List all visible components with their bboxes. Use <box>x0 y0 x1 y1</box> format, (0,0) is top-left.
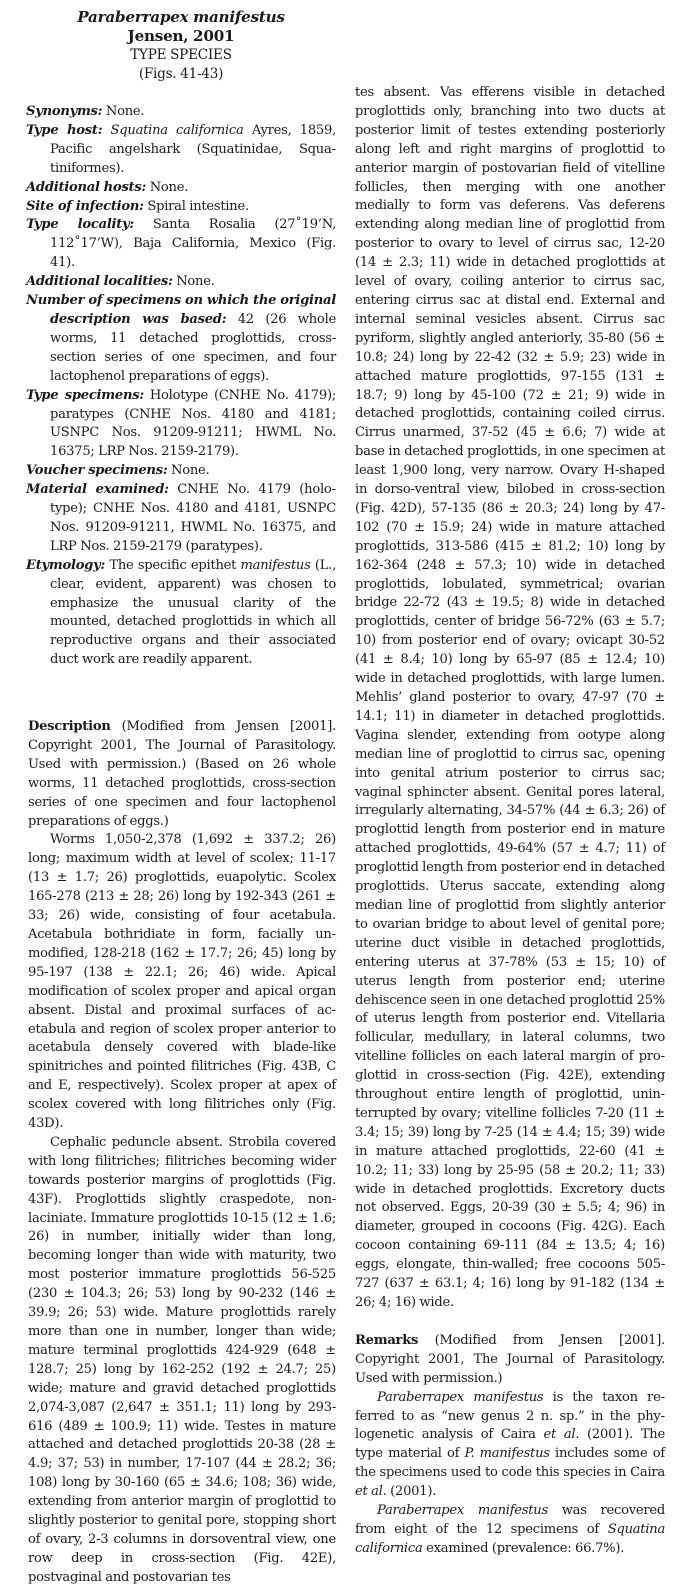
taxonomic-entries <box>26 103 336 670</box>
entry-etymology: Etymology: The specific epithet manifestus (L., clear, evident, apparent) was chosen to emphasize the unusual clarity of the mounted, detached proglottids in which all reproductive organs and their associated duct work are readily apparent. <box>26 557 336 668</box>
entry-additional-hosts: Additional hosts: None. <box>26 179 189 195</box>
entry-material-examined: Material examined: CNHE No. 4179 (holotype); CNHE Nos. 4180 and 4181, USNPC Nos. 91209-91211, HWML No. 16375, and LRP Nos. 2159-2179 (paratypes). <box>26 482 336 554</box>
entry-synonyms: Synonyms: None. <box>26 104 145 119</box>
entry-type-locality: Type locality: Santa Rosalia (27˚19’N, 112˚17’W), Baja California, Mexico (Fig. 41). <box>26 217 336 271</box>
remarks-heading: Remarks <box>355 1332 419 1348</box>
figure-reference: (Figs. 41-43) <box>138 66 224 82</box>
description-paragraph-2: Cephalic peduncle absent. Strobila covered with long filitriches; filitriches becoming wider towards posterior margins of proglottids (Fig. 43F). Proglottids slightly craspedote, non-laciniate. Immature proglottids 10-15 (12 ± 1.6; 26) in number, initially wider than long, becoming longer than wide with maturity, two most posterior immature proglottids 56-525 (230 ± 104.3; 26; 53) long by 90-232 (146 ± 39.9; 26; 53) wide. Mature proglottids rarely more than one in number, longer than wide; mature terminal proglottids 424-929 (648 ± 128.7; 25) long by 162-252 (192 ± 24.7; 25) wide; mature and gravid detached proglottids 2,074-3,087 (2,647 ± 351.1; 11) long by 293-616 (489 ± 100.9; 11) wide. Testes in mature attached and detached proglottids 20-38 (28 ± 4.9; 37; 53) in number, 17-107 (44 ± 28.2; 36; 108) long by 30-160 (65 ± 34.6; 108; 36) wide, extending from anterior margin of proglottid to slightly posterior to genital pore, stopping short of ovary, 2-3 columns in dorsoventral view, one row deep in cross-section (Fig. 42E), postvaginal and postovarian tes <box>28 1134 336 1585</box>
species-header <box>26 8 336 84</box>
description-heading: Description <box>28 719 111 734</box>
remarks-section <box>355 1332 665 1559</box>
remarks-paragraph-2: Paraberrapex manifestus was recovered from eight of the 12 specimens of Squatina californica examined (prevalence: 66.7%). <box>355 1503 666 1556</box>
entry-type-specimens: Type specimens: Holotype (CNHE No. 4179); paratypes (CNHE Nos. 4180 and 4181; USNPC Nos. 91209-91211; HWML No. 16375; LRP Nos. 2159-2179). <box>26 387 336 460</box>
description-paragraph-2-continued: tes absent. Vas efferens visible in detached proglottids only, branching into two ducts at posterior limit of testes extending posteriorly along left and right margins of proglottid to anterior margin of postovarian field of vitelline follicles, then merging with one another medially to form vas deferens. Vas deferens extending along median line of proglottid from posterior to ovary to level of cirrus sac, 12-20 (14 ± 2.3; 11) wide in detached proglottids at level of ovary, coiling anterior to cirrus sac, entering cirrus sac at distal end. External and internal seminal vesicles absent. Cirrus sac pyriform, slightly angled anteriorly, 35-80 (56 ± 10.8; 24) long by 22-42 (32 ± 5.9; 23) wide in attached mature proglottids, 97-155 (131 ± 18.7; 9) long by 45-100 (72 ± 21; 9) wide in detached proglottids, containing coiled cirrus. Cirrus unarmed, 37-52 (45 ± 6.6; 7) wide at base in detached proglottids, in one specimen at least 1,900 long, very narrow. Ovary H-shaped in dorso-ventral view, bilobed in cross-section (Fig. 42D), 57-135 (86 ± 20.3; 24) long by 47-102 (70 ± 15.9; 24) wide in mature attached proglottids, 313-586 (415 ± 81.2; 10) long by 162-364 (248 ± 57.3; 10) wide in detached proglottids, lobulated, symmetrical; ovarian bridge 22-72 (43 ± 19.5; 8) wide in detached proglottids, center of bridge 56-72% (63 ± 5.7; 10) from posterior end of ovary; ovicapt 30-52 (41 ± 8.4; 10) long by 65-97 (85 ± 12.4; 10) wide in detached proglottids, with large lumen. Mehlis’ gland posterior to ovary, 47-97 (70 ± 14.1; 11) in diameter in detached proglottids. Vagina slender, extending from ootype along median line of proglottid to cirrus sac, opening into genital atrium posterior to cirrus sac; vaginal sphincter absent. Genital pores lateral, irregularly alternating, 34-57% (44 ± 6.3; 26) of proglottid length from posterior end in mature attached proglottids, 49-64% (57 ± 4.7; 11) of proglottid length from posterior end in detached proglottids. Uterus saccate, extending along median line of proglottid from slightly anterior to ovarian bridge to about level of genital pore; uterine duct visible in detached proglottids, entering uterus at 37-78% (53 ± 15; 10) of uterus length from posterior end; uterine dehiscence seen in one detached proglottid 25% of uterus length from posterior end. Vitellaria follicular, medullary, in lateral columns, two vitelline follicles on each lateral margin of proglottid in cross-section (Fig. 42E), extending throughout entire length of proglottid, uninterrupted by ovary; vitelline follicles 7-20 (11 ± 3.4; 15; 39) long by 7-25 (14 ± 4.4; 15; 39) wide in mature attached proglottids, 22-60 (41 ± 10.2; 11; 33) long by 25-95 (58 ± 20.2; 11; 33) wide in detached proglottids. Excretory ducts not observed. Eggs, 20-39 (30 ± 5.5; 4; 96) in diameter, grouped in cocoons (Fig. 42G). Each cocoon containing 69-111 (84 ± 13.5; 4; 16) eggs, elongate, thin-walled; free cocoons 505-727 (637 ± 63.1; 4; 16) long by 91-182 (134 ± 26; 4; 16) wide. <box>355 85 665 1310</box>
type-species-label: TYPE SPECIES <box>130 47 232 63</box>
right-column <box>355 84 665 1559</box>
entry-number-of-specimens: Number of specimens on which the original description was based: 42 (26 whole worms, 11 detached proglottids, cross-section series of one specimen, and four lactophenol preparations of eggs). <box>26 293 337 384</box>
remarks-paragraph-1: Paraberrapex manifestus is the taxon referred to as “new genus 2 n. sp.” in the phylogenetic analysis of Caira et al. (2001). The type material of P. manifestus includes some of the specimens used to code this species in Caira et al. (2001). <box>355 1389 666 1500</box>
species-title: Paraberrapex manifestus <box>77 8 285 26</box>
description-intro: Description (Modified from Jensen [2001]. Copyright 2001, The Journal of Parasitology. Used with permission.) (Based on 26 whole worms, 11 detached proglottids, cross-section series of one specimen and four lactophenol preparations of eggs.) <box>28 719 336 829</box>
entry-site-of-infection: Site of infection: Spiral intestine. <box>26 198 249 214</box>
remarks-intro: Remarks (Modified from Jensen [2001]. Copyright 2001, The Journal of Parasitology. Used with permission.) <box>355 1332 665 1386</box>
description-section <box>28 718 336 1588</box>
species-author: Jensen, 2001 <box>127 27 235 45</box>
entry-additional-localities: Additional localities: None. <box>26 274 215 290</box>
description-paragraph-1: Worms 1,050-2,378 (1,692 ± 337.2; 26) long; maximum width at level of scolex; 11-17 (13 ± 1.7; 26) proglottids, euapolytic. Scolex 165-278 (213 ± 28; 26) long by 192-343 (261 ± 33; 26) wide, consisting of four acetabula. Acetabula bothridiate in form, facially unmodified, 128-218 (162 ± 17.7; 26; 45) long by 95-197 (138 ± 22.1; 26; 46) wide. Apical modification of scolex proper and apical organ absent. Distal and proximal surfaces of acetabula and region of scolex proper anterior to acetabula densely covered with blade-like spinitriches and pointed filitriches (Fig. 43B, C and E, respectively). Scolex proper at apex of scolex covered with long filitriches only (Fig. 43D). <box>28 832 336 1132</box>
entry-voucher-specimens: Voucher specimens: None. <box>26 463 210 479</box>
entry-type-host: Type host: Squatina californica Ayres, 1859, Pacific angelshark (Squatinidae, Squatiniformes). <box>26 122 336 176</box>
